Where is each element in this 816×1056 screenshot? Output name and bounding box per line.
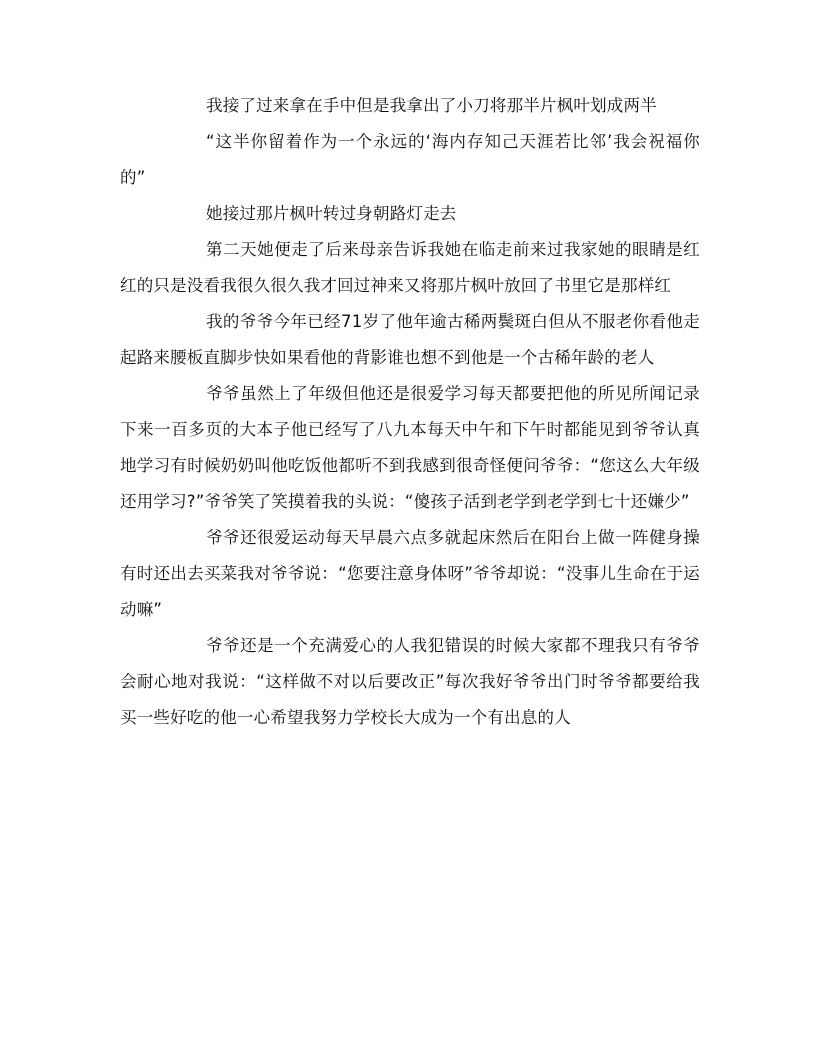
paragraph-5: 我的爷爷今年已经71岁了他年逾古稀两鬓斑白但从不服老你看他走起路来腰板直脚步快如果看他的背影谁也想不到他是一个古稀年龄的老人	[120, 312, 700, 367]
paragraph-3: 她接过那片枫叶转过身朝路灯走去	[206, 204, 457, 223]
document-body	[120, 88, 700, 736]
paragraph-2: “这半你留着作为一个永远的‘海内存知己天涯若比邻’我会祝福你的”	[120, 132, 700, 187]
paragraph-4: 第二天她便走了后来母亲告诉我她在临走前来过我家她的眼睛是红红的只是没看我很久很久我才回过神来又将那片枫叶放回了书里它是那样红	[120, 240, 700, 295]
paragraph-6: 爷爷虽然上了年级但他还是很爱学习每天都要把他的所见所闻记录下来一百多页的大本子他已经写了八九本每天中午和下午时都能见到爷爷认真地学习有时候奶奶叫他吃饭他都听不到我感到很奇怪便问爷爷：“您这么大年级还用学习?”爷爷笑了笑摸着我的头说：“傻孩子活到老学到老学到七十还嫌少”	[120, 384, 700, 511]
paragraph-1: 我接了过来拿在手中但是我拿出了小刀将那半片枫叶划成两半	[206, 96, 657, 115]
paragraph-8: 爷爷还是一个充满爱心的人我犯错误的时候大家都不理我只有爷爷会耐心地对我说：“这样做不对以后要改正”每次我好爷爷出门时爷爷都要给我买一些好吃的他一心希望我努力学校长大成为一个有出息的人	[120, 636, 700, 727]
paragraph-7: 爷爷还很爱运动每天早晨六点多就起床然后在阳台上做一阵健身操有时还出去买菜我对爷爷说：“您要注意身体呀”爷爷却说：“没事儿生命在于运动嘛”	[120, 528, 700, 619]
